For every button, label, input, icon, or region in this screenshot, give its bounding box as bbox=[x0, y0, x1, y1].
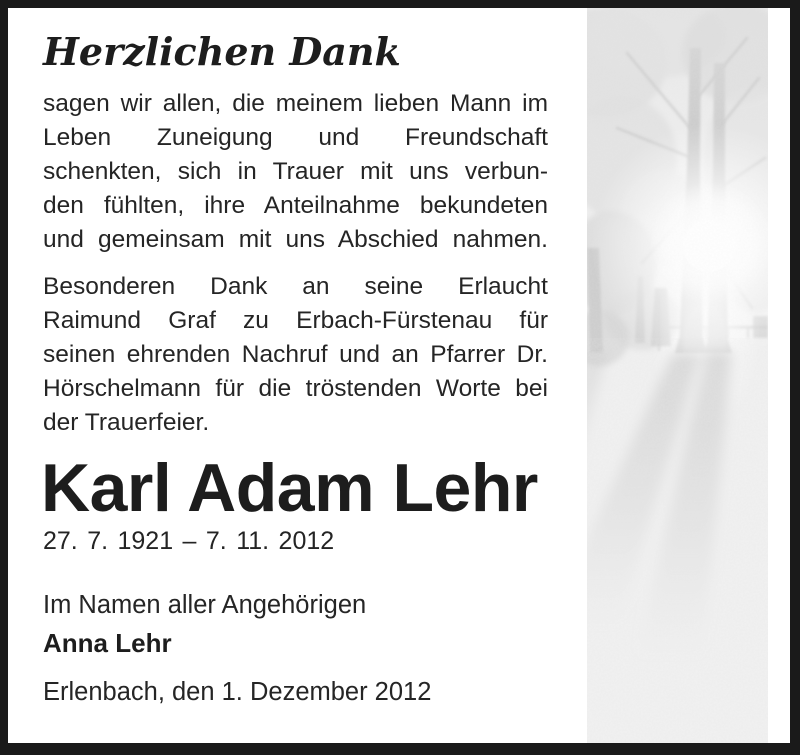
special-thanks-paragraph bbox=[43, 270, 548, 440]
mourner-name: Anna Lehr bbox=[43, 628, 172, 658]
notice-paper bbox=[8, 8, 790, 743]
thanks-paragraph-line: den fühlten, ihre Anteilnahme bekundeten bbox=[43, 192, 548, 219]
life-dates: 27. 7. 1921 – 7. 11. 2012 bbox=[43, 527, 335, 555]
thanks-paragraph-line: Leben Zuneigung und Freundschaft bbox=[43, 124, 548, 151]
deceased-name: Karl Adam Lehr bbox=[41, 450, 538, 526]
special-thanks-line: Raimund Graf zu Erbach-Fürstenau für bbox=[43, 307, 548, 334]
sunlight-trees-photo bbox=[587, 8, 768, 743]
notice-title: Herzlichen Dank bbox=[43, 29, 401, 74]
special-thanks-line: der Trauerfeier. bbox=[43, 409, 210, 436]
thanks-paragraph-line: schenkten, sich in Trauer mit uns verbun- bbox=[43, 158, 548, 185]
thanks-paragraph bbox=[43, 87, 548, 257]
special-thanks-line: seinen ehrenden Nachruf und an Pfarrer Dr. bbox=[43, 341, 548, 368]
on-behalf-line: Im Namen aller Angehörigen bbox=[43, 591, 367, 619]
thanks-paragraph-line: sagen wir allen, die meinem lieben Mann im bbox=[43, 90, 548, 117]
thanks-paragraph-line: und gemeinsam mit uns Abschied nahmen. bbox=[43, 226, 548, 253]
place-date-line: Erlenbach, den 1. Dezember 2012 bbox=[43, 678, 432, 706]
special-thanks-line: Besonderen Dank an seine Erlaucht bbox=[43, 273, 548, 300]
special-thanks-line: Hörschelmann für die tröstenden Worte bei bbox=[43, 375, 548, 402]
